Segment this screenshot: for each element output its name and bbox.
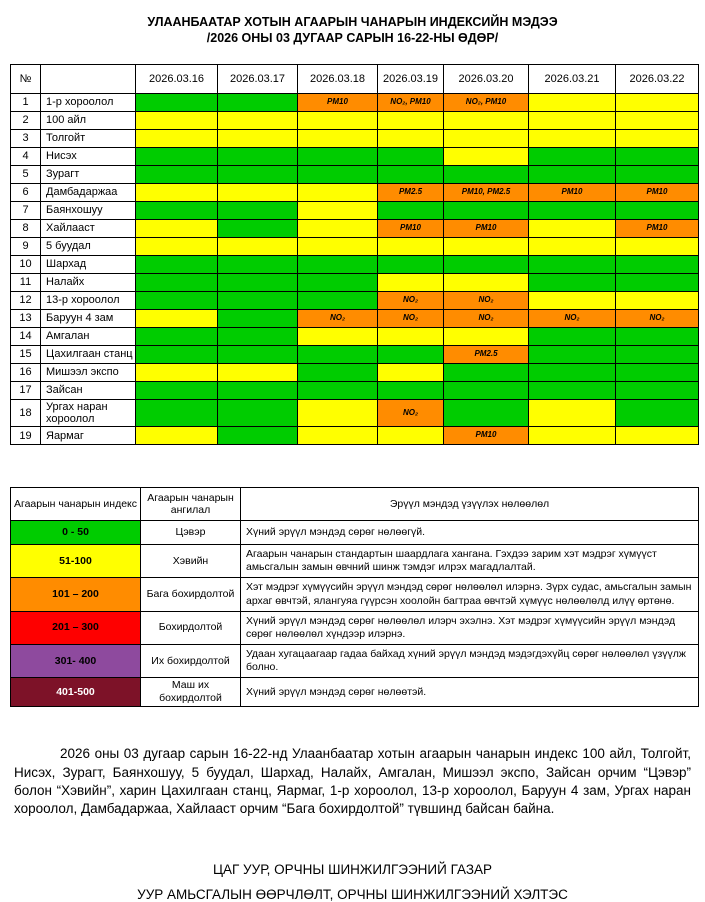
aqi-cell-green — [616, 166, 699, 184]
aqi-cell-green — [218, 220, 298, 238]
aqi-cell-green — [218, 274, 298, 292]
legend-header-category: Агаарын чанарын ангилал — [141, 488, 241, 521]
station-row — [11, 148, 699, 166]
aqi-cell-green — [444, 400, 529, 427]
aqi-cell-yellow — [378, 274, 444, 292]
column-header-date: 2026.03.22 — [616, 65, 699, 94]
station-number: 11 — [11, 274, 41, 292]
station-name: Нисэх — [41, 148, 136, 166]
aqi-cell-yellow — [616, 112, 699, 130]
aqi-cell-yellow — [444, 112, 529, 130]
aqi-cell-orange: PM10 — [444, 220, 529, 238]
aqi-cell-green — [298, 364, 378, 382]
station-name: Толгойт — [41, 130, 136, 148]
aqi-cell-green — [616, 346, 699, 364]
aqi-cell-green — [616, 256, 699, 274]
aqi-cell-orange: NO₂ — [444, 292, 529, 310]
station-row — [11, 328, 699, 346]
aqi-cell-green — [218, 292, 298, 310]
aqi-cell-yellow — [298, 202, 378, 220]
aqi-cell-green — [616, 400, 699, 427]
station-name: Амгалан — [41, 328, 136, 346]
aqi-cell-yellow — [298, 328, 378, 346]
aqi-cell-green — [529, 202, 616, 220]
legend-row — [11, 521, 699, 545]
station-row — [11, 220, 699, 238]
aqi-cell-yellow — [218, 184, 298, 202]
legend-range: 51-100 — [11, 545, 141, 578]
aqi-cell-yellow — [136, 427, 218, 445]
station-row — [11, 256, 699, 274]
station-number: 14 — [11, 328, 41, 346]
station-row — [11, 94, 699, 112]
aqi-cell-yellow — [529, 130, 616, 148]
footer-department-line: УУР АМЬСГАЛЫН ӨӨРЧЛӨЛТ, ОРЧНЫ ШИНЖИЛГЭЭНИЙ ХЭЛТЭС — [137, 886, 568, 902]
aqi-cell-yellow — [378, 427, 444, 445]
aqi-cell-yellow — [298, 220, 378, 238]
aqi-cell-yellow — [444, 148, 529, 166]
aqi-cell-yellow — [218, 364, 298, 382]
station-number: 4 — [11, 148, 41, 166]
legend-category: Цэвэр — [141, 521, 241, 545]
station-number: 19 — [11, 427, 41, 445]
station-name: Баруун 4 зам — [41, 310, 136, 328]
aqi-cell-orange: NO₂ — [529, 310, 616, 328]
station-row — [11, 274, 699, 292]
station-name: 1-р хороолол — [41, 94, 136, 112]
aqi-cell-yellow — [616, 292, 699, 310]
aqi-cell-green — [218, 346, 298, 364]
aqi-cell-yellow — [378, 130, 444, 148]
column-header-station — [41, 65, 136, 94]
aqi-cell-green — [298, 274, 378, 292]
station-row — [11, 130, 699, 148]
aqi-cell-yellow — [529, 220, 616, 238]
station-number: 18 — [11, 400, 41, 427]
report-title-line2: /2026 ОНЫ 03 ДУГААР САРЫН 16-22-НЫ ӨДӨР/ — [206, 31, 499, 45]
aqi-cell-yellow — [298, 238, 378, 256]
station-number: 15 — [11, 346, 41, 364]
aqi-cell-green — [529, 382, 616, 400]
aqi-cell-green — [529, 274, 616, 292]
station-number: 16 — [11, 364, 41, 382]
aqi-cell-orange: NO₂ — [444, 310, 529, 328]
aqi-cell-green — [298, 256, 378, 274]
aqi-cell-yellow — [136, 112, 218, 130]
station-name: Ургах наран хороолол — [41, 400, 136, 427]
aqi-cell-green — [616, 148, 699, 166]
aqi-cell-yellow — [378, 112, 444, 130]
station-number: 13 — [11, 310, 41, 328]
aqi-cell-green — [136, 202, 218, 220]
legend-effect: Хэт мэдрэг хүмүүсийн эрүүл мэндэд сөрөг нөлөөлөл илэрнэ. Зүрх судас, амьсгалын замын архаг өвчтэй, ялангуяа гүүрсэн хоолойн багтраа өвчтэй хүмүүс нөлөөлөлд илүү өртөнө. — [241, 578, 699, 611]
aqi-legend-table — [10, 487, 699, 707]
aqi-cell-green — [444, 382, 529, 400]
station-name: Мишээл экспо — [41, 364, 136, 382]
station-name: Шархад — [41, 256, 136, 274]
aqi-cell-orange: PM10 — [298, 94, 378, 112]
aqi-cell-orange: NO₂ — [616, 310, 699, 328]
station-row — [11, 184, 699, 202]
aqi-cell-green — [298, 292, 378, 310]
column-header-date: 2026.03.16 — [136, 65, 218, 94]
aqi-cell-yellow — [616, 427, 699, 445]
legend-row — [11, 678, 699, 707]
aqi-cell-yellow — [298, 184, 378, 202]
aqi-cell-green — [529, 148, 616, 166]
station-number: 17 — [11, 382, 41, 400]
aqi-cell-green — [444, 202, 529, 220]
aqi-cell-yellow — [136, 364, 218, 382]
station-name: Цахилгаан станц — [41, 346, 136, 364]
aqi-cell-green — [298, 382, 378, 400]
aqi-cell-green — [444, 256, 529, 274]
footer — [0, 862, 705, 902]
aqi-cell-green — [136, 274, 218, 292]
aqi-cell-orange: PM10 — [616, 220, 699, 238]
aqi-cell-green — [529, 346, 616, 364]
aqi-cell-green — [136, 166, 218, 184]
aqi-cell-green — [529, 256, 616, 274]
aqi-cell-green — [136, 94, 218, 112]
aqi-cell-orange: NO₂, PM10 — [378, 94, 444, 112]
station-name: Налайх — [41, 274, 136, 292]
station-row — [11, 400, 699, 427]
aqi-cell-green — [218, 202, 298, 220]
legend-header-effect: Эрүүл мэндэд үзүүлэх нөлөөлөл — [241, 488, 699, 521]
aqi-cell-green — [378, 382, 444, 400]
aqi-cell-green — [298, 346, 378, 364]
aqi-cell-green — [616, 274, 699, 292]
aqi-cell-green — [529, 166, 616, 184]
aqi-cell-green — [616, 202, 699, 220]
aqi-cell-yellow — [136, 184, 218, 202]
aqi-cell-green — [136, 400, 218, 427]
aqi-cell-yellow — [136, 220, 218, 238]
legend-row — [11, 611, 699, 644]
aqi-cell-orange: PM10 — [616, 184, 699, 202]
aqi-cell-yellow — [616, 238, 699, 256]
report-title — [10, 14, 695, 46]
report-title-line1: УЛААНБААТАР ХОТЫН АГААРЫН ЧАНАРЫН ИНДЕКСИЙН МЭДЭЭ — [147, 15, 558, 29]
station-row — [11, 382, 699, 400]
station-row — [11, 238, 699, 256]
legend-header-row — [11, 488, 699, 521]
aqi-cell-yellow — [529, 238, 616, 256]
aqi-cell-green — [218, 382, 298, 400]
aqi-cell-green — [444, 166, 529, 184]
station-number: 7 — [11, 202, 41, 220]
aqi-cell-orange: NO₂, PM10 — [444, 94, 529, 112]
station-number: 1 — [11, 94, 41, 112]
aqi-cell-yellow — [529, 427, 616, 445]
aqi-cell-orange: PM10 — [444, 427, 529, 445]
aqi-cell-yellow — [616, 130, 699, 148]
aqi-cell-green — [616, 364, 699, 382]
legend-effect: Хүний эрүүл мэндэд сөрөг нөлөөлөл илэрч эхэлнэ. Хэт мэдрэг хүмүүсийн эрүүл мэндэд сөрөг нөлөөлөл хүндээр илэрнэ. — [241, 611, 699, 644]
station-name: 5 буудал — [41, 238, 136, 256]
aqi-cell-yellow — [444, 130, 529, 148]
legend-effect: Удаан хугацаагаар гадаа байхад хүний эрүүл мэндэд мэдэгдэхүйц сөрөг нөлөөлөл үзүүлж болно. — [241, 644, 699, 677]
aqi-cell-orange: NO₂ — [378, 400, 444, 427]
legend-range: 301- 400 — [11, 644, 141, 677]
aqi-cell-green — [136, 292, 218, 310]
column-header-date: 2026.03.20 — [444, 65, 529, 94]
summary-paragraph: 2026 оны 03 дугаар сарын 16-22-нд Улаанбаатар хотын агаарын чанарын индекс 100 айл, Толгойт, Нисэх, Зурагт, Баянхошуу, 5 буудал, Шархад, Налайх, Амгалан, Мишээл экспо, Зайсан орчим “Цэвэр” болон “Хэвийн”, харин Цахилгаан станц, Яармаг, 1-р хороолол, 13-р хороолол, Баруун 4 зам, Ургах наран хороолол, Дамбадаржаа, Хайлааст орчим “Бага бохирдолтой” түвшинд байсан байна. — [14, 746, 691, 816]
aqi-cell-yellow — [529, 400, 616, 427]
aqi-cell-green — [378, 256, 444, 274]
main-table-header-row — [11, 65, 699, 94]
station-row — [11, 427, 699, 445]
legend-range: 401-500 — [11, 678, 141, 707]
legend-range: 101 – 200 — [11, 578, 141, 611]
aqi-cell-yellow — [444, 328, 529, 346]
column-header-date: 2026.03.21 — [529, 65, 616, 94]
aqi-cell-green — [298, 166, 378, 184]
station-row — [11, 292, 699, 310]
aqi-cell-yellow — [218, 238, 298, 256]
legend-category: Хэвийн — [141, 545, 241, 578]
legend-range: 201 – 300 — [11, 611, 141, 644]
aqi-cell-yellow — [218, 112, 298, 130]
aqi-cell-green — [378, 202, 444, 220]
aqi-cell-green — [136, 148, 218, 166]
column-header-date: 2026.03.17 — [218, 65, 298, 94]
station-number: 2 — [11, 112, 41, 130]
aqi-cell-orange: NO₂ — [298, 310, 378, 328]
station-row — [11, 364, 699, 382]
aqi-cell-green — [378, 346, 444, 364]
aqi-cell-orange: PM2.5 — [444, 346, 529, 364]
station-row — [11, 112, 699, 130]
aqi-cell-yellow — [529, 94, 616, 112]
station-row — [11, 346, 699, 364]
aqi-cell-green — [378, 166, 444, 184]
station-name: Хайлааст — [41, 220, 136, 238]
legend-category: Маш их бохирдолтой — [141, 678, 241, 707]
station-number: 9 — [11, 238, 41, 256]
aqi-cell-green — [136, 346, 218, 364]
station-row — [11, 310, 699, 328]
aqi-cell-green — [136, 382, 218, 400]
legend-category: Их бохирдолтой — [141, 644, 241, 677]
aqi-cell-green — [218, 148, 298, 166]
aqi-cell-yellow — [378, 328, 444, 346]
aqi-cell-yellow — [298, 400, 378, 427]
station-name: Баянхошуу — [41, 202, 136, 220]
station-name: Дамбадаржаа — [41, 184, 136, 202]
aqi-cell-orange: NO₂ — [378, 310, 444, 328]
station-number: 5 — [11, 166, 41, 184]
aqi-cell-yellow — [378, 364, 444, 382]
station-name: 100 айл — [41, 112, 136, 130]
aqi-cell-green — [616, 328, 699, 346]
legend-range: 0 - 50 — [11, 521, 141, 545]
aqi-cell-green — [218, 328, 298, 346]
station-name: Яармаг — [41, 427, 136, 445]
aqi-cell-green — [378, 148, 444, 166]
aqi-cell-yellow — [378, 238, 444, 256]
station-name: Зурагт — [41, 166, 136, 184]
aqi-cell-green — [529, 328, 616, 346]
aqi-cell-yellow — [298, 112, 378, 130]
aqi-cell-green — [298, 148, 378, 166]
legend-row — [11, 545, 699, 578]
legend-effect: Хүний эрүүл мэндэд сөрөг нөлөөтэй. — [241, 678, 699, 707]
aqi-cell-yellow — [136, 130, 218, 148]
column-header-date: 2026.03.18 — [298, 65, 378, 94]
legend-category: Бохирдолтой — [141, 611, 241, 644]
station-number: 3 — [11, 130, 41, 148]
aqi-cell-green — [136, 256, 218, 274]
aqi-cell-orange: PM2.5 — [378, 184, 444, 202]
aqi-cell-yellow — [298, 130, 378, 148]
legend-row — [11, 578, 699, 611]
footer-agency-line: ЦАГ УУР, ОРЧНЫ ШИНЖИЛГЭЭНИЙ ГАЗАР — [212, 861, 492, 877]
legend-effect: Агаарын чанарын стандартын шаардлага хангана. Гэхдээ зарим хэт мэдрэг хүмүүст амьсгалын замын өвчний шинж тэмдэг илрэх магадлалтай. — [241, 545, 699, 578]
aqi-cell-yellow — [616, 94, 699, 112]
aqi-cell-yellow — [218, 130, 298, 148]
aqi-cell-green — [136, 328, 218, 346]
aqi-cell-yellow — [298, 427, 378, 445]
aqi-cell-yellow — [136, 238, 218, 256]
aqi-cell-yellow — [529, 292, 616, 310]
aqi-cell-green — [218, 310, 298, 328]
station-number: 8 — [11, 220, 41, 238]
aqi-cell-green — [218, 166, 298, 184]
station-number: 6 — [11, 184, 41, 202]
aqi-cell-orange: PM10, PM2.5 — [444, 184, 529, 202]
station-row — [11, 166, 699, 184]
station-number: 10 — [11, 256, 41, 274]
aqi-cell-green — [616, 382, 699, 400]
legend-category: Бага бохирдолтой — [141, 578, 241, 611]
aqi-cell-green — [444, 364, 529, 382]
aqi-cell-green — [218, 427, 298, 445]
aqi-cell-orange: PM10 — [529, 184, 616, 202]
aqi-cell-yellow — [444, 274, 529, 292]
legend-row — [11, 644, 699, 677]
aqi-cell-green — [218, 256, 298, 274]
station-row — [11, 202, 699, 220]
column-header-date: 2026.03.19 — [378, 65, 444, 94]
station-number: 12 — [11, 292, 41, 310]
legend-header-index: Агаарын чанарын индекс — [11, 488, 141, 521]
aqi-cell-yellow — [529, 112, 616, 130]
aqi-stations-table — [10, 64, 699, 445]
aqi-cell-green — [529, 364, 616, 382]
aqi-cell-green — [218, 94, 298, 112]
aqi-cell-yellow — [136, 310, 218, 328]
aqi-cell-orange: PM10 — [378, 220, 444, 238]
aqi-cell-yellow — [444, 238, 529, 256]
station-name: Зайсан — [41, 382, 136, 400]
legend-effect: Хүний эрүүл мэндэд сөрөг нөлөөгүй. — [241, 521, 699, 545]
aqi-cell-orange: NO₂ — [378, 292, 444, 310]
aqi-cell-green — [218, 400, 298, 427]
column-header-number: № — [11, 65, 41, 94]
station-name: 13-р хороолол — [41, 292, 136, 310]
